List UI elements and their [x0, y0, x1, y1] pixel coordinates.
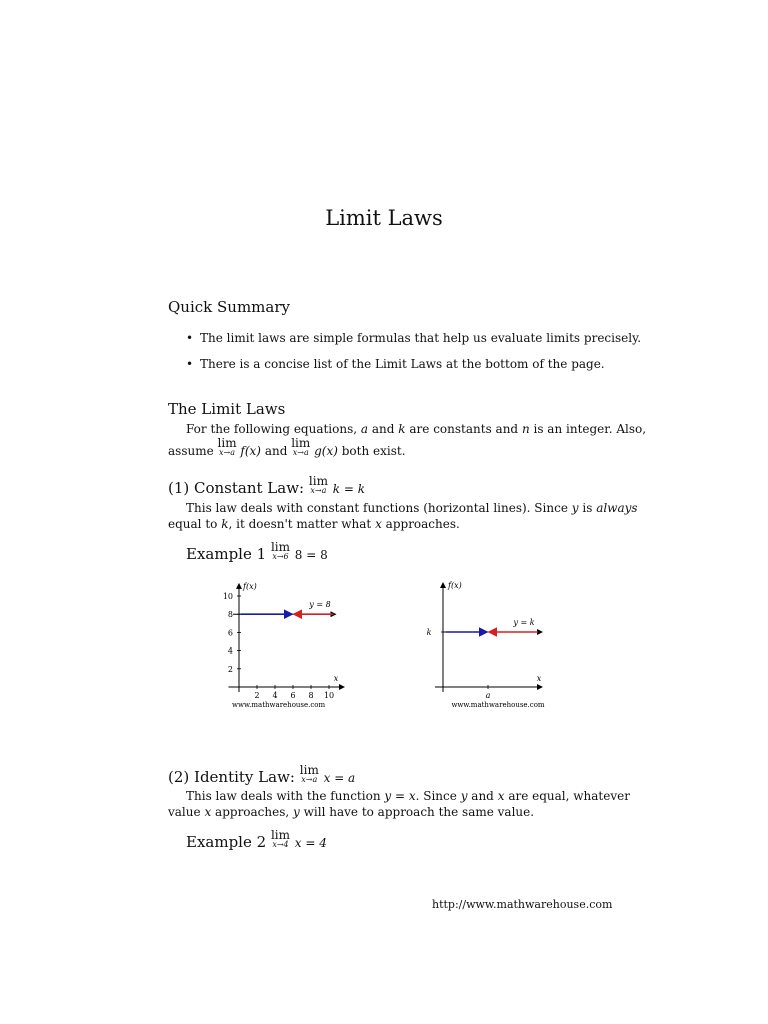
bullet-text: There is a concise list of the Limit Laws at the bottom of the page.	[200, 357, 605, 371]
lim-word: lim	[270, 540, 291, 554]
var-x: x	[497, 789, 505, 803]
chart-1-plot	[223, 582, 344, 709]
limit-laws-heading: The Limit Laws	[168, 400, 286, 418]
equation-y-equals-x: y = x	[384, 789, 416, 803]
body-text: and	[471, 789, 494, 803]
lim-word: lim	[308, 474, 328, 488]
constant-law-text-line2	[168, 516, 460, 532]
lim-subscript: x→4	[272, 840, 289, 849]
bullet-text: The limit laws are simple formulas that help us evaluate limits precisely.	[200, 331, 642, 345]
body-text: This law deals with the function	[186, 789, 381, 803]
identity-law-text-line2	[168, 804, 534, 820]
x-tick-label: 2	[254, 691, 260, 700]
x-tick-label: 4	[272, 691, 278, 700]
var-k: k	[221, 517, 229, 531]
body-text: are equal, whatever	[508, 789, 630, 803]
constant-law-heading	[168, 475, 365, 497]
intro-text: and	[371, 422, 395, 436]
limit-result: k = k	[332, 482, 365, 496]
line-label: y = 8	[309, 600, 331, 610]
y-tick-label: 4	[227, 646, 233, 656]
graph-y-equals-k	[420, 575, 570, 715]
x-axis-label: x	[536, 674, 542, 683]
limit-expression	[271, 541, 290, 561]
var-y: y	[571, 501, 579, 515]
var-k: k	[398, 422, 406, 436]
y-tick-label: 8	[227, 610, 233, 620]
x-tick-label: 10	[323, 691, 335, 700]
x-axis-label: x	[333, 674, 339, 683]
y-tick-label: 6	[227, 628, 233, 638]
intro-text: are constants and	[409, 422, 519, 436]
body-text: , it doesn't matter what	[228, 517, 372, 531]
lim-word: lim	[291, 436, 311, 450]
intro-text: both exist.	[341, 444, 406, 458]
example-2	[186, 829, 327, 851]
limit-expression	[309, 475, 328, 495]
x-tick-label: 6	[290, 691, 296, 700]
lim-subscript: x→6	[272, 552, 289, 561]
limit-result: x = a	[323, 771, 356, 785]
footer-url[interactable]: http://www.mathwarehouse.com	[432, 898, 613, 911]
constant-law-text-line1	[186, 500, 638, 516]
lim-subscript: x→a	[310, 486, 327, 495]
limit-expression	[218, 437, 237, 457]
intro-text: is an integer. Also,	[533, 422, 647, 436]
body-text: . Since	[415, 789, 457, 803]
chart-2-plot	[427, 581, 545, 709]
y-tick-label: 2	[227, 664, 233, 674]
watermark: www.mathwarehouse.com	[451, 701, 545, 709]
intro-text: and	[264, 444, 288, 458]
x-tick-label: 8	[308, 691, 314, 700]
lim-word: lim	[217, 436, 237, 450]
g-of-x: g(x)	[314, 444, 338, 458]
body-text: This law deals with constant functions (horizontal lines). Since	[186, 501, 568, 515]
page-title: Limit Laws	[325, 206, 443, 230]
watermark: www.mathwarehouse.com	[232, 701, 326, 709]
intro-text: For the following equations,	[186, 422, 358, 436]
body-text: approaches,	[215, 805, 290, 819]
lim-word: lim	[270, 828, 291, 842]
f-of-x: f(x)	[240, 444, 261, 458]
y-axis-label: f(x)	[243, 581, 257, 591]
example-label: Example 1	[186, 545, 267, 563]
intro-text: assume	[168, 444, 214, 458]
y-tick-label: k	[426, 628, 432, 637]
body-text: equal to	[168, 517, 218, 531]
lim-subscript: x→a	[301, 775, 318, 784]
lim-subscript: x→a	[292, 448, 309, 457]
y-tick-label: 10	[222, 592, 233, 601]
var-x: x	[375, 517, 382, 531]
example-label: Example 2	[186, 833, 267, 851]
summary-bullet-1	[186, 330, 641, 346]
graph-y-equals-8	[215, 575, 365, 715]
identity-law-text-line1	[186, 788, 630, 804]
identity-law-heading	[168, 764, 355, 786]
limit-expression	[291, 437, 310, 457]
quick-summary-heading: Quick Summary	[168, 298, 290, 316]
var-n: n	[521, 422, 530, 436]
var-y: y	[460, 789, 468, 803]
limit-expression	[300, 764, 319, 784]
heading-text: (2) Identity Law:	[168, 768, 295, 786]
limit-expression	[271, 829, 290, 849]
var-x: x	[204, 805, 212, 819]
example-1	[186, 541, 328, 563]
example-result: 8 = 8	[294, 548, 328, 562]
summary-bullet-2	[186, 356, 605, 372]
heading-text: (1) Constant Law:	[168, 479, 305, 497]
emphasis-always: always	[596, 501, 638, 515]
limit-laws-intro-line2	[168, 437, 406, 459]
var-y: y	[293, 805, 300, 819]
line-label: y = k	[513, 618, 535, 627]
body-text: value	[168, 805, 201, 819]
y-axis-label: f(x)	[448, 581, 462, 590]
x-tick-label: a	[485, 691, 491, 700]
lim-word: lim	[299, 763, 319, 777]
var-a: a	[360, 422, 369, 436]
body-text: is	[582, 501, 593, 515]
lim-subscript: x→a	[219, 448, 236, 457]
limit-laws-intro-line1	[186, 421, 646, 437]
body-text: approaches.	[385, 517, 460, 531]
body-text: will have to approach the same value.	[303, 805, 535, 819]
example-result: x = 4	[294, 836, 327, 850]
